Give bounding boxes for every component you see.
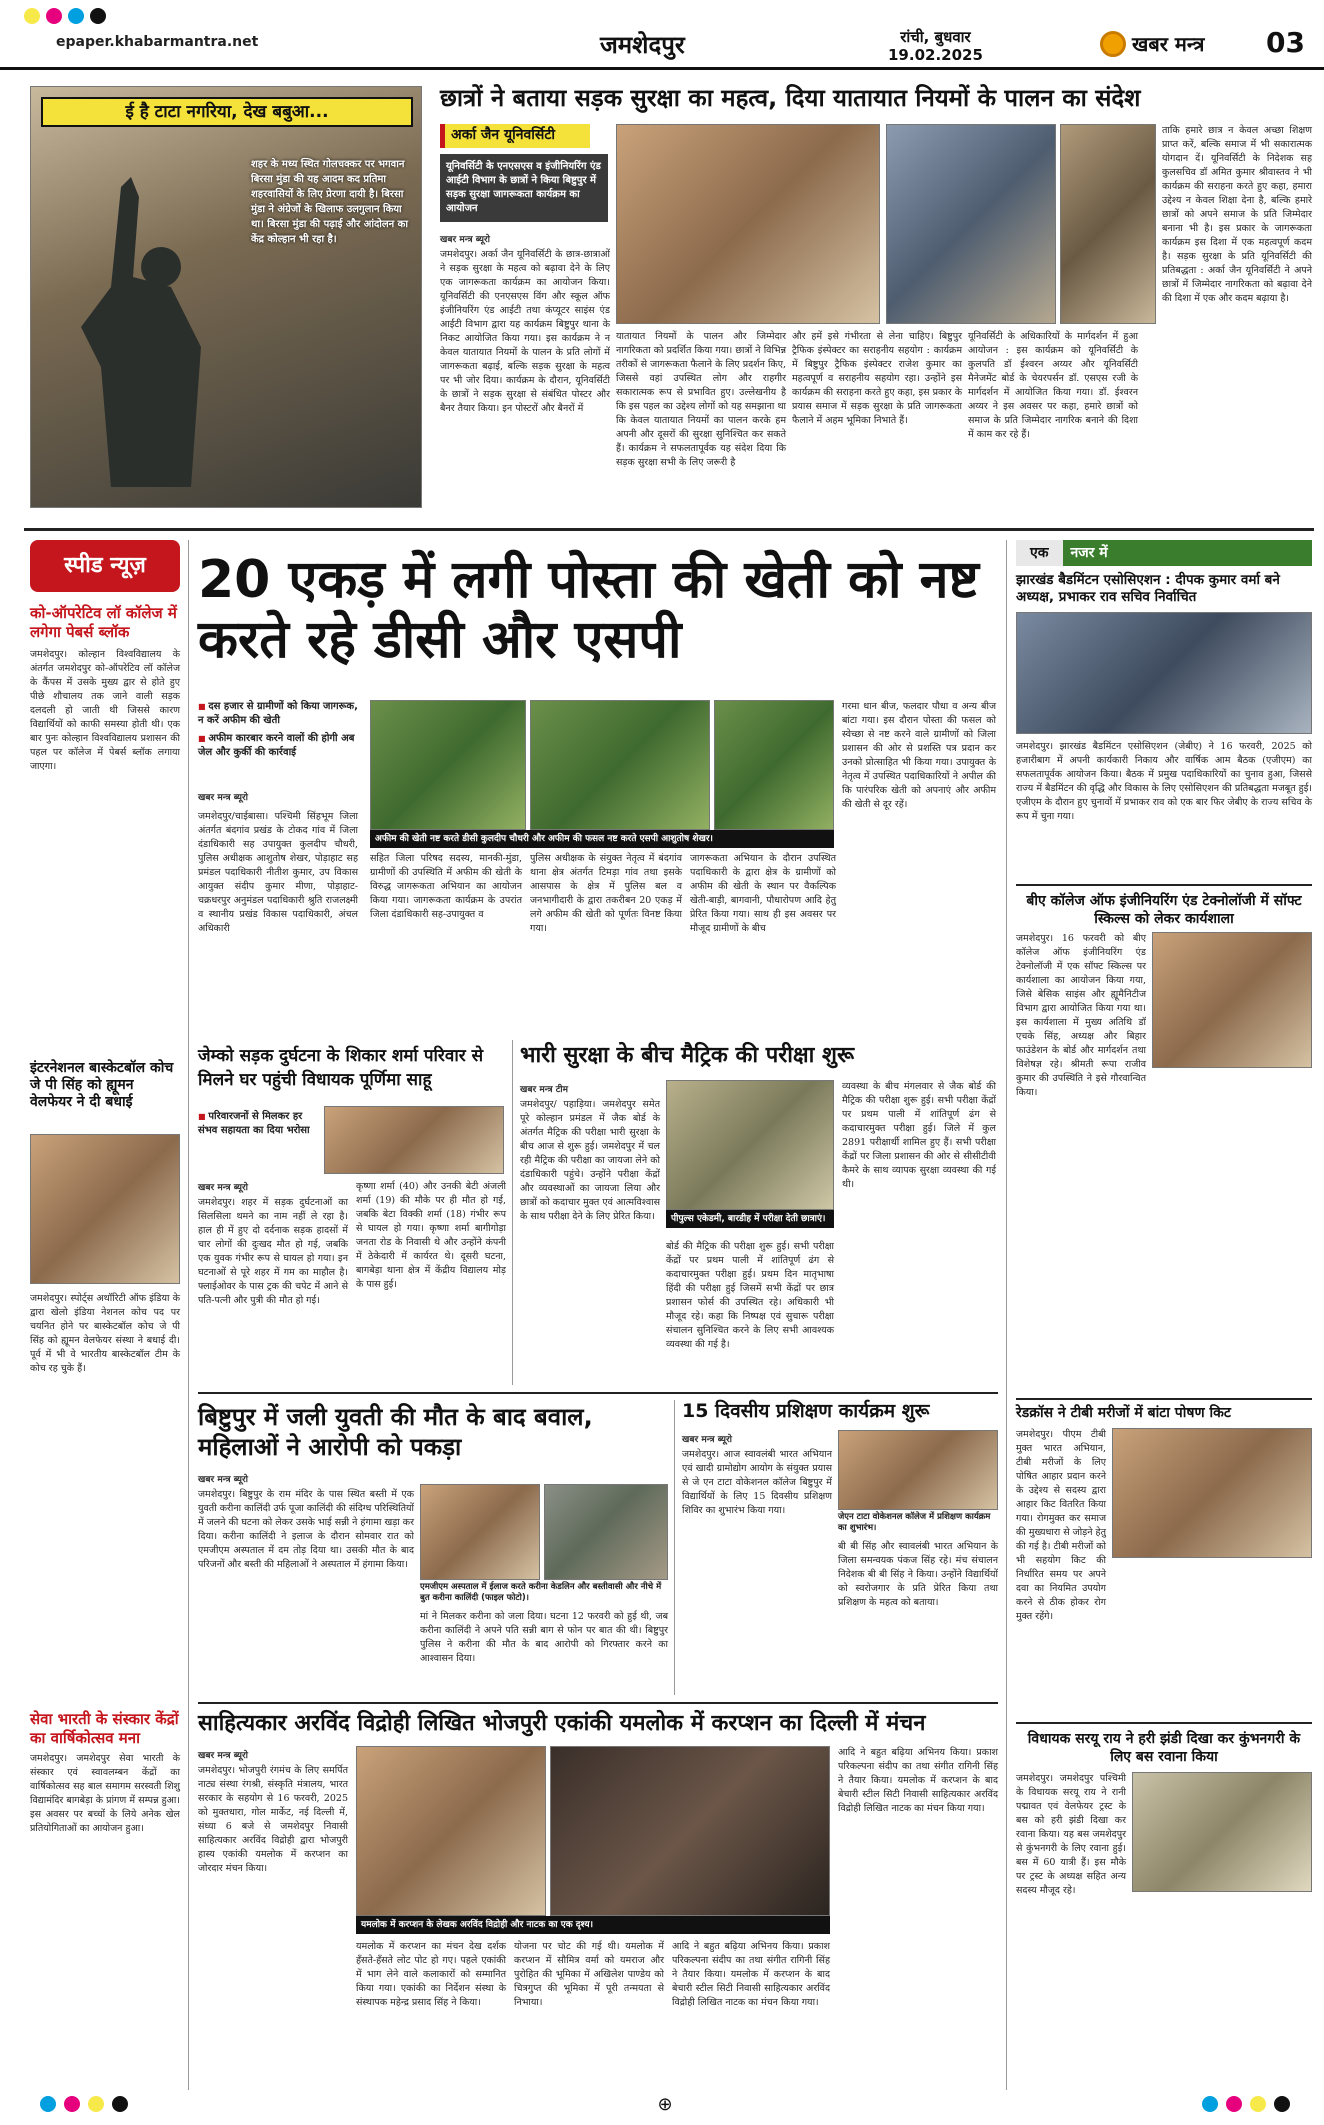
badminton-photo [1016,612,1312,734]
right-divider-3 [1016,1722,1312,1724]
footer-dot-cyan-2 [1202,2096,1218,2112]
drama-col-3: योजना पर चोट की गई थी। यमलोक में करप्शन में सौमित्र वर्मा को यमराज और पुरोहित की भूमिका में अखिलेश पाण्डेय को चित्रगुप्त की भूमिका में पूरी तन्मयता से निभाया। [514,1941,664,2008]
drama-col-1: जमशेदपुर। भोजपुरी रंगमंच के लिए समर्पित नाट्य संस्था रंगश्री, संस्कृति मंत्रालय, भारत सरकार के सहयोग से 16 फरवरी, 2025 को मुक्तधारा, गोल मार्केट, नई दिल्ली में, संध्या 6 बजे से जमशेदपुर निवासी साहित्यकार अरविंद विद्रोही द्वारा भोजपुरी हास्य एकांकी यमलोक में करप्शन का जोरदार मंचन किया। [198,1765,348,1874]
badminton-body: जमशेदपुर। झारखंड बैडमिंटन एसोसिएशन (जेबीए) ने 16 फरवरी, 2025 को हजारीबाग में अपनी कार्यकारी निकाय और वार्षिक आम बैठक (एजीएम) का सफलतापूर्वक आयोजन किया। बैठक में प्रमुख पदाधिकारियों का चुनाव हुआ, जिससे राज्य में बैडमिंटन की वृद्धि और विकास के लिए एसोसिएशन की प्रतिबद्धता मजबूत हुई। एजीएम के दौरान हुए चुनावों में प्रभाकर राव को एक बार फिर जेबीए के राज्य सचिव के रूप में चुना गया। [1016,741,1312,822]
training-caption: जेएन टाटा वोकेशनल कॉलेज में प्रशिक्षण कार्यक्रम का शुभारंभ। [838,1512,991,1533]
footer-registration [40,2094,1290,2114]
redcross-body: जमशेदपुर। पीएम टीबी मुक्त भारत अभियान, टीबी मरीजों के लिए पोषित आहार प्रदान करने के उद्देश्य से सदस्य द्वारा आहार किट वितरित किया गया। रोगमुक्त कर समाज की मुख्यधारा से जोड़ने हेतु की गई है। टीबी मरीजों को भी सहयोग किट की निर्धारित समय पर अपने दवा का नियमित उपयोग करने से ठीक होकर रोग मुक्त रहेंगे। [1016,1429,1106,1622]
place-day: रांची, बुधवार [900,28,971,46]
poppy-field-photo-1 [370,700,526,830]
main-story-bullet-2: ■ अफीम कारबार करने वालों की होगी अब जेल और कुर्की की कार्रवाई [198,732,363,760]
exam-col-2: बोर्ड की मैट्रिक की परीक्षा शुरू हुई। सभी परीक्षा केंद्रों पर प्रथम पाली में शांतिपूर्ण ढंग से कदाचारमुक्त परीक्षा हुई। प्रथम दिन मातृभाषा हिंदी की परीक्षा हुई जिसमें सभी केंद्रों पर छात्र प्रशासन फोर्स की उपस्थित रहे। अधिकारी भी मौजूद रहे। कहा कि निष्पक्ष एवं सुचारू परीक्षा संचालन सुनिश्चित करने के लिए सभी आवश्यक व्यवस्था की गई है। [666,1241,834,1350]
top-story-col-2: यातायात नियमों के पालन और जिम्मेदार नागरिकता को प्रदर्शित किया गया। छात्रों ने विभिन्न तरीकों से जागरूकता फैलाने के लिए प्रदर्शन किए, जिससे वहां उपस्थित लोग और राहगीर सकारात्मक रूप से प्रभावित हुए। उल्लेखनीय है कि इस पहल का उद्देश्य लोगों को यह समझाना था कि केवल यातायात नियमों का पालन करके हम अपनी और दूसरों की सुरक्षा सुनिश्चित कर सकते हैं। कार्यक्रम ने सफलतापूर्वक यह संदेश दिया कि सड़क सुरक्षा सभी के लिए जरूरी है [616,331,786,468]
brand-name: खबर मन्त्र [1132,32,1205,56]
statue-photo [30,86,422,508]
footer-dot-magenta-2 [1226,2096,1242,2112]
exam-byline: खबर मन्त्र टीम [520,1085,568,1095]
burn-col-2: मां ने मिलकर करीना को जला दिया। घटना 12 फरवरी को हुई थी, जब करीना कालिंदी ने अपने पति सन्नी बाग से फोन पर बात की थी। बिष्टुपुर पुलिस ने करीना की मौत के बाद आरोपी को गिरफ्तार करने का आश्वासन दिया। [420,1611,668,1664]
ek-nazar-tag-2: नजर में [1063,540,1313,566]
date-block [888,28,983,64]
registration-marks [24,8,106,24]
footer-dot-magenta [64,2096,80,2112]
burn-headline: बिष्टुपुर में जली युवती की मौत के बाद बवाल, महिलाओं ने आरोपी को पकड़ा [198,1403,593,1461]
drama-col-2: यमलोक में करप्शन का मंचन देख दर्शक हँसते-हँसते लोट पोट हो गए। पहले एकांकी में भाग लेने वाले कलाकारों को सम्मानित किया गया। एकांकी का निर्देशन संस्था के संस्थापक महेन्द्र प्रसाद सिंह ने किया। [356,1941,506,2008]
page-number: 03 [1266,26,1305,59]
exam-headline: भारी सुरक्षा के बीच मैट्रिक की परीक्षा शुरू [520,1043,855,1068]
drama-caption: यमलोक में करप्शन के लेखक अरविंद विद्रोही और नाटक का एक दृश्य। [356,1916,830,1934]
top-story-photo-2 [886,124,1056,324]
burn-photo-1 [420,1484,540,1580]
poppy-field-photo-3 [714,700,834,830]
top-story-col-4: यूनिवर्सिटी के अधिकारियों के मार्गदर्शन में हुआ आयोजन : इस कार्यक्रम को यूनिवर्सिटी के कुलपति डॉ ईश्वरन अय्यर और यूनिवर्सिटी मैनेजमेंट बोर्ड के चेयरपर्सन डॉ. एसएस रजी के मार्गदर्शन में आयोजित किया गया। डॉ. ईश्वरन अय्यर ने इस अवसर पर कहा, हमारे छात्रों को समाज के प्रति जिम्मेदार नागरिक बनाने की दिशा में काम कर रहे हैं। [968,331,1138,440]
burn-caption: एमजीएम अस्पताल में ईलाज करते करीना केडलिन और बस्तीवासी और नीचे में बुत करीना कालिंदी (फाइल फोटो)। [420,1582,662,1603]
redcross-headline: रेडक्रॉस ने टीबी मरीजों में बांटा पोषण किट [1016,1405,1231,1421]
burn-col-1: जमशेदपुर। बिष्टुपुर के राम मंदिर के पास स्थित बस्ती में एक युवती करीना कालिंदी उर्फ पूजा कालिंदी की संदिग्ध परिस्थितियों में जलने की घटना को लेकर उसके भाई सन्नी ने हंगामा खड़ा कर दिया। करीना कालिंदी ने इलाज के दौरान सोमवार रात को एमजीएम अस्पताल में दम तोड़ दिया था। उसकी मौत के बाद परिजनों और बस्ती की महिलाओं ने अस्पताल में हंगामा किया। [198,1489,414,1570]
drama-col-4: आदि ने बहुत बढ़िया अभिनय किया। प्रकाश परिकल्पना संदीप का तथा संगीत रागिनी सिंह ने तैयार किया। यमलोक में करप्शन के बाद बेचारी स्टील सिटी निवासी साहित्यकार अरविंद विद्रोही लिखित नाटक का मंचन किया गया। [672,1941,830,2008]
footer-dot-black-2 [1274,2096,1290,2112]
top-story-byline: खबर मन्त्र ब्यूरो [440,235,490,245]
coach-photo [30,1134,180,1284]
speed-news-head-3: सेवा भारती के संस्कार केंद्रों का वार्षिकोत्सव मना [30,1710,179,1747]
drama-col-5: आदि ने बहुत बढ़िया अभिनय किया। प्रकाश परिकल्पना संदीप का तथा संगीत रागिनी सिंह ने तैयार किया। यमलोक में करप्शन के बाद बेचारी स्टील सिटी निवासी साहित्यकार अरविंद विद्रोही लिखित नाटक का मंचन किया गया। [838,1747,998,1814]
reg-dot-yellow [24,8,40,24]
footer-dots-right [1202,2096,1290,2112]
top-story-col-1: जमशेदपुर। अर्का जैन यूनिवर्सिटी के छात्र-छात्राओं ने सड़क सुरक्षा के महत्व को बढ़ावा देने के लिए एक जागरूकता कार्यक्रम का आयोजन किया। यूनिवर्सिटी की एनएसएस विंग और स्कूल ऑफ इंजीनियरिंग एंड आईटी तथा कंप्यूटर साइंस एंड आईटी विभाग द्वारा यह कार्यक्रम बिष्टुपुर थाना के निकट आयोजित किया गया। इस कार्यक्रम ने न केवल यातायात नियमों के पालन के प्रति लोगों में जागरूकता बढ़ाई, बल्कि सड़क सुरक्षा के महत्व पर भी जोर दिया। कार्यक्रम के दौरान, यूनिवर्सिटी के छात्रों ने सड़क सुरक्षा से संबंधित पोस्टर और बैनर तैयार किया। इन पोस्टरों और बैनरों में [440,249,610,414]
edition-city: जमशेदपुर [600,31,685,59]
drama-stage-photo [550,1746,830,1916]
exam-col-3: व्यवस्था के बीच मंगलवार से जैक बोर्ड की मैट्रिक की परीक्षा शुरू हुई। सभी परीक्षा केंद्रों पर प्रथम पाली में शांतिपूर्ण ढंग से कदाचारमुक्त परीक्षा हुई। जिले में कुल 2891 परीक्षार्थी शामिल हुए हैं। सभी परीक्षा केंद्रों पर जिला प्रशासन की ओर से सीसीटीवी कैमरे के साथ व्यापक सुरक्षा व्यवस्था की गई थी। [842,1081,996,1190]
top-story-col-3: और हमें इसे गंभीरता से लेना चाहिए। बिष्टुपुर ट्रैफिक इंस्पेक्टर का सराहनीय सहयोग : कार्यक्रम में बिष्टुपुर ट्रैफिक इंस्पेक्टर राजेश कुमार का महत्वपूर्ण व सराहनीय सहयोग रहा। उन्होंने इस कार्यक्रम की सराहना करते हुए कहा, इस प्रकार के प्रयास समाज में सड़क सुरक्षा के प्रति जागरूकता फैलाने में अहम भूमिका निभाते हैं। [792,331,962,426]
purnima-bullet: ■ परिवारजनों से मिलकर हर संभव सहायता का दिया भरोसा [198,1110,318,1138]
purnima-headline: जेम्को सड़क दुर्घटना के शिकार शर्मा परिवार से मिलने घर पहुंची विधायक पूर्णिमा साहू [198,1046,484,1090]
main-story-col-2: सहित जिला परिषद सदस्य, मानकी-मुंडा, ग्रामीणों की उपस्थिति में अफीम की खेती के विरुद्ध जागरूकता अभियान का आयोजन किया गया। जागरूकता कार्यक्रम के उपरांत जिला दंडाधिकारी सह-उपायुक्त व [370,853,522,920]
main-story-bullet-1: ■ दस हजार से ग्रामीणों को किया जागरूक, न करें अफीम की खेती [198,700,363,728]
speed-news-body-2: जमशेदपुर। स्पोर्ट्स अथॉरिटी ऑफ इंडिया के द्वारा खेलो इंडिया नेशनल कोच पद पर चयनित होने पर बास्केटबॉल कोच जे पी सिंह को ह्यूमन वेलफेयर संस्था ने बधाई दी। पूर्व में भी वे भारतीय बास्केटबॉल टीम के कोच रह चुके हैं। [30,1293,180,1374]
ek-nazar-bar [1016,540,1312,566]
divider-2 [198,1392,998,1394]
reg-dot-black [90,8,106,24]
bie-headline: बीए कॉलेज ऑफ इंजीनियरिंग एंड टेक्नोलॉजी में सॉफ्ट स्किल्स को लेकर कार्यशाला [1026,893,1302,927]
main-story-bullets [198,700,363,760]
poppy-field-photo-2 [530,700,710,830]
saryu-photo [1132,1772,1312,1892]
burn-byline: खबर मन्त्र ब्यूरो [198,1475,248,1485]
bie-photo [1152,932,1312,1068]
main-story-col-3: पुलिस अधीक्षक के संयुक्त नेतृत्व में बंदगांव थाना क्षेत्र अंतर्गत टिमड़ा गांव तथा इसके आसपास के क्षेत्र में पुलिस बल व जनभागीदारी के द्वारा तकरीबन 20 एकड़ में लगे अफीम की खेती को पूर्णतः विनष्ट किया गया। [530,853,682,934]
footer-dot-cyan [40,2096,56,2112]
reg-dot-cyan [68,8,84,24]
right-divider-1 [1016,884,1312,886]
statue-silhouette [61,167,261,497]
speed-news-head-2: इंटरनेशनल बास्केटबॉल कोच जे पी सिंह को ह्यूमन वेलफेयर ने दी बधाई [30,1060,174,1110]
footer-dot-yellow-2 [1250,2096,1266,2112]
speed-news-head-1: को-ऑपरेटिव लॉ कॉलेज में लगेगा पेबर्स ब्लॉक [30,604,177,641]
speed-news-body-3: जमशेदपुर। जमशेदपुर सेवा भारती के संस्कार एवं स्वावलम्बन केंद्रों का वार्षिकोत्सव सह बाल समागम सरस्वती शिशु विद्यामंदिर बागबेड़ा के प्रांगण में सम्पन्न हुआ। इस अवसर पर बच्चों के लिये अनेक खेल प्रतियोगिताओं का आयोजन हुआ। [30,1753,180,1834]
drama-byline: खबर मन्त्र ब्यूरो [198,1751,248,1761]
section-divider [24,528,1314,531]
training-col-2: बी बी सिंह और स्वावलंबी भारत अभियान के जिला समन्वयक पंकज सिंह रहे। मंच संचालन निदेशक बी बी सिंह ने किया। उन्होंने विद्यार्थियों को स्वरोजगार के प्रति प्रेरित किया तथा प्रशिक्षण के महत्व को बताया। [838,1541,998,1608]
training-col-1: जमशेदपुर। आज स्वावलंबी भारत अभियान एवं खादी ग्रामोद्योग आयोग के संयुक्त प्रयास से जे एन टाटा वोकेशनल कॉलेज बिष्टुपुर में विद्यार्थियों के लिए 15 दिवसीय प्रशिक्षण शिविर का शुभारंभ किया गया। [682,1449,832,1516]
training-headline: 15 दिवसीय प्रशिक्षण कार्यक्रम शुरू [682,1400,930,1422]
ek-nazar-tag-1: एक [1016,540,1063,566]
top-story-col-5: ताकि हमारे छात्र न केवल अच्छा शिक्षण प्राप्त करें, बल्कि समाज में भी सकारात्मक योगदान दें। यूनिवर्सिटी के निदेशक सह कुलसचिव डॉ अमित कुमार श्रीवास्तव ने भी कार्यक्रम की सराहना करते हुए कहा, हमारा उद्देश्य न केवल शिक्षा देना है, बल्कि हमारे छात्रों को अपने समाज के प्रति जिम्मेदार बनाना भी है। इस प्रकार के जागरूकता कार्यक्रम इस दिशा में एक महत्वपूर्ण कदम है। सड़क सुरक्षा के प्रति यूनिवर्सिटी की प्रतिबद्धता : अर्का जैन यूनिवर्सिटी ने अपने छात्रों में जिम्मेदार नागरिकता को बढ़ावा देने की दिशा में एक और कदम बढ़ाया है। [1162,125,1312,304]
main-story-headline: 20 एकड़ में लगी पोस्ता की खेती को नष्ट करते रहे डीसी और एसपी [198,550,979,670]
training-byline: खबर मन्त्र ब्यूरो [682,1435,732,1445]
mid-rule-2 [674,1400,675,1695]
purnima-col-2: कृष्णा शर्मा (40) और उनकी बेटी अंजली शर्मा (19) की मौके पर ही मौत हो गई, जबकि बेटा विक्की शर्मा (18) गंभीर रूप से घायल हो गया। कृष्णा शर्मा बागीगोड़ा जनता रोड के निवासी थे और उन्होंने कंपनी में ठेकेदारी में कार्यरत थे। दूसरी घटना, बागबेड़ा थाना क्षेत्र में केंद्रीय विद्यालय मोड़ के पास हुई। [356,1181,506,1290]
left-column-rule [188,540,189,2090]
issue-date: 19.02.2025 [888,46,983,64]
brand [1100,30,1204,57]
top-story-deck: यूनिवर्सिटी के एनएसएस व इंजीनियरिंग एंड आईटी विभाग के छात्रों ने किया बिष्टुपुर में सड़क सुरक्षा जागरूकता कार्यक्रम का आयोजन [440,154,608,222]
saryu-body: जमशेदपुर। जमशेदपुर पश्चिमी के विधायक सरयू राय ने रानी पद्मावत एवं वेलफेयर ट्रस्ट के बस को हरी झंडी दिखा कर रवाना किया। यह बस जमशेदपुर से कुंभनगरी के लिए रवाना हुई। बस में 60 यात्री हैं। इस मौके पर ट्रस्ट के अध्यक्ष सहित अन्य सदस्य मौजूद रहे। [1016,1773,1126,1896]
saryu-headline: विधायक सरयू राय ने हरी झंडी दिखा कर कुंभनगरी के लिए बस रवाना किया [1027,1731,1301,1765]
crosshair-icon: ⊕ [657,2093,673,2115]
footer-dot-yellow [88,2096,104,2112]
drama-headline: साहित्यकार अरविंद विद्रोही लिखित भोजपुरी एकांकी यमलोक में करप्शन का दिल्ली में मंचन [198,1711,926,1736]
site-url[interactable]: epaper.khabarmantra.net [56,34,259,50]
badminton-headline: झारखंड बैडमिंटन एसोसिएशन : दीपक कुमार वर्मा बने अध्यक्ष, प्रभाकर राव सचिव निर्वाचित [1016,572,1280,605]
speed-news-body-1: जमशेदपुर। कोल्हान विश्वविद्यालय के अंतर्गत जमशेदपुर को-ऑपरेटिव लॉ कॉलेज के कैंपस में उसके मुख्य द्वार से होते हुए पीछे शौचालय तक जाने वाली सड़क दलदली हो जाती थी जिससे कारण विद्यार्थियों को काफी समस्या होती थी। एक बार पुनः कोल्हान विश्वविद्यालय प्रशासन की पहल पर कॉलेज में पेबर्स ब्लॉक लगाया जाएगा। [30,649,180,772]
mid-rule-1 [512,1040,513,1385]
right-column-rule [1006,540,1007,2090]
main-story-col-5: गरमा धान बीज, फलदार पौधा व अन्य बीज बांटा गया। इस दौरान पोस्ता की फसल को स्वेच्छा से नष्ट करने वाले ग्रामीणों को जिला प्रशासन की ओर से प्रशस्ति पत्र प्रदान कर उनको प्रोत्साहित भी किया गया। उपायुक्त के नेतृत्व में उपस्थित पदाधिकारियों ने अपील की कि पारंपरिक खेती को अपनाएं और अफीम की खेती से दूर रहें। [842,701,996,810]
top-story-photo-3 [1060,124,1156,324]
author-photo [356,1746,546,1916]
speed-news-badge: स्पीड न्यूज़ [30,540,180,592]
exam-photo [666,1080,834,1210]
exam-caption: पीपुल्स एकेडमी, बारडीह में परीक्षा देती छात्राएं। [666,1210,834,1228]
statue-text: शहर के मध्य स्थित गोलचक्कर पर भगवान बिरसा मुंडा की यह आदम कद प्रतिमा शहरवासियों के लिए प्रेरणा दायी है। बिरसा मुंडा ने अंग्रेजों के खिलाफ उलगुलान किया था। बिरसा मुंडा की पढ़ाई और आंदोलन का केंद्र कोल्हान भी रहा है। [251,159,408,245]
main-story-byline: खबर मन्त्र ब्यूरो [198,793,248,803]
purnima-col-1: जमशेदपुर। शहर में सड़क दुर्घटनाओं का सिलसिला थमने का नाम नहीं ले रहा है। हाल ही में हुए दो दर्दनाक सड़क हादसों में चार लोगों की दुःखद मौत हो गई, जबकि एक युवक गंभीर रूप से घायल हो गया। इन घटनाओं से पूरे शहर में गम का माहौल है। फ्लाईओवर के पास ट्रक की चपेट में आने से पति-पत्नी और पुत्री की मौत हो गई। [198,1197,348,1306]
exam-col-1: जमशेदपुर/ पहाड़िया। जमशेदपुर समेत पूरे कोल्हान प्रमंडल में जैक बोर्ड के अंतर्गत मैट्रिक की परीक्षा भारी सुरक्षा के बीच आज से शुरू हुई। जमशेदपुर में चल रही मैट्रिक की परीक्षा का जायजा लेने को दंडाधिकारी पहुंचे। उन्होंने परीक्षा केंद्रों और व्यवस्थाओं का जायजा लिया और छात्रों को कदाचार मुक्त एवं आत्मविश्वास के साथ परीक्षा देने के लिए प्रेरित किया। [520,1099,660,1222]
main-story-col-4: जागरूकता अभियान के दौरान उपस्थित पदाधिकारी के द्वारा क्षेत्र के ग्रामीणों को अफीम की खेती के स्थान पर वैकल्पिक खेती-बाड़ी, बागवानी, पौधारोपण आदि हेतु प्रेरित किया गया। साथ ही इस अवसर पर मौजूद ग्रामीणों के बीच [690,853,836,934]
main-story-col-1: जमशेदपुर/चाईबासा। पश्चिमी सिंहभूम जिला अंतर्गत बंदगांव प्रखंड के टोकद गांव में जिला दंडाधिकारी सह उपायुक्त कुलदीप चौधरी, पुलिस अधीक्षक आशुतोष शेखर, पोड़ाहाट सह प्रमंडल पदाधिकारी नीतीश कुमार, उप विकास आयुक्त संदीप कुमार मीणा, पोड़ाहाट-चक्रधरपुर अनुमंडल पदाधिकारी श्रुति राजलक्ष्मी व स्थानीय प्रखंड विकास पदाधिकारी, अंचल अधिकारी [198,811,358,934]
right-divider-2 [1016,1398,1312,1400]
purnima-byline: खबर मन्त्र ब्यूरो [198,1183,248,1193]
brand-logo-icon [1100,31,1126,57]
footer-dots-left [40,2096,128,2112]
divider-3 [198,1702,998,1704]
bie-body: जमशेदपुर। 16 फरवरी को बीए कॉलेज ऑफ इंजीनियरिंग एंड टेक्नोलॉजी में एक सॉफ्ट स्किल्स पर कार्यशाला का आयोजन किया गया, जिसे बेसिक साइंस और ह्यूमैनिटीज विभाग द्वारा आयोजित किया गया था। इस कार्यशाला में मुख्य अतिथि डॉ एचके सिंह, अध्यक्ष और बिहार फाउंडेशन के बोर्ड और मार्गदर्शन तथा विशेषज्ञ रहे। श्रीमती रूपा राजीव कुमार की उपस्थिति ने इसे गौरवान्वित किया। [1016,933,1146,1098]
burn-photo-2 [544,1484,668,1580]
training-photo [838,1430,998,1510]
redcross-photo [1112,1428,1312,1558]
reg-dot-magenta [46,8,62,24]
main-story-caption: अफीम की खेती नष्ट करते डीसी कुलदीप चौधरी और अफीम की फसल नष्ट करते एसपी आशुतोष शेखर। [370,830,834,848]
footer-dot-black [112,2096,128,2112]
statue-title: ई है टाटा नगरिया, देख बबुआ... [41,97,413,127]
top-story-photo-1 [616,124,880,324]
top-story-headline: छात्रों ने बताया सड़क सुरक्षा का महत्व, दिया यातायात नियमों के पालन का संदेश [440,84,1141,112]
purnima-photo [324,1106,504,1174]
top-story-label: अर्का जैन यूनिवर्सिटी [440,124,590,148]
masthead [0,0,1324,70]
